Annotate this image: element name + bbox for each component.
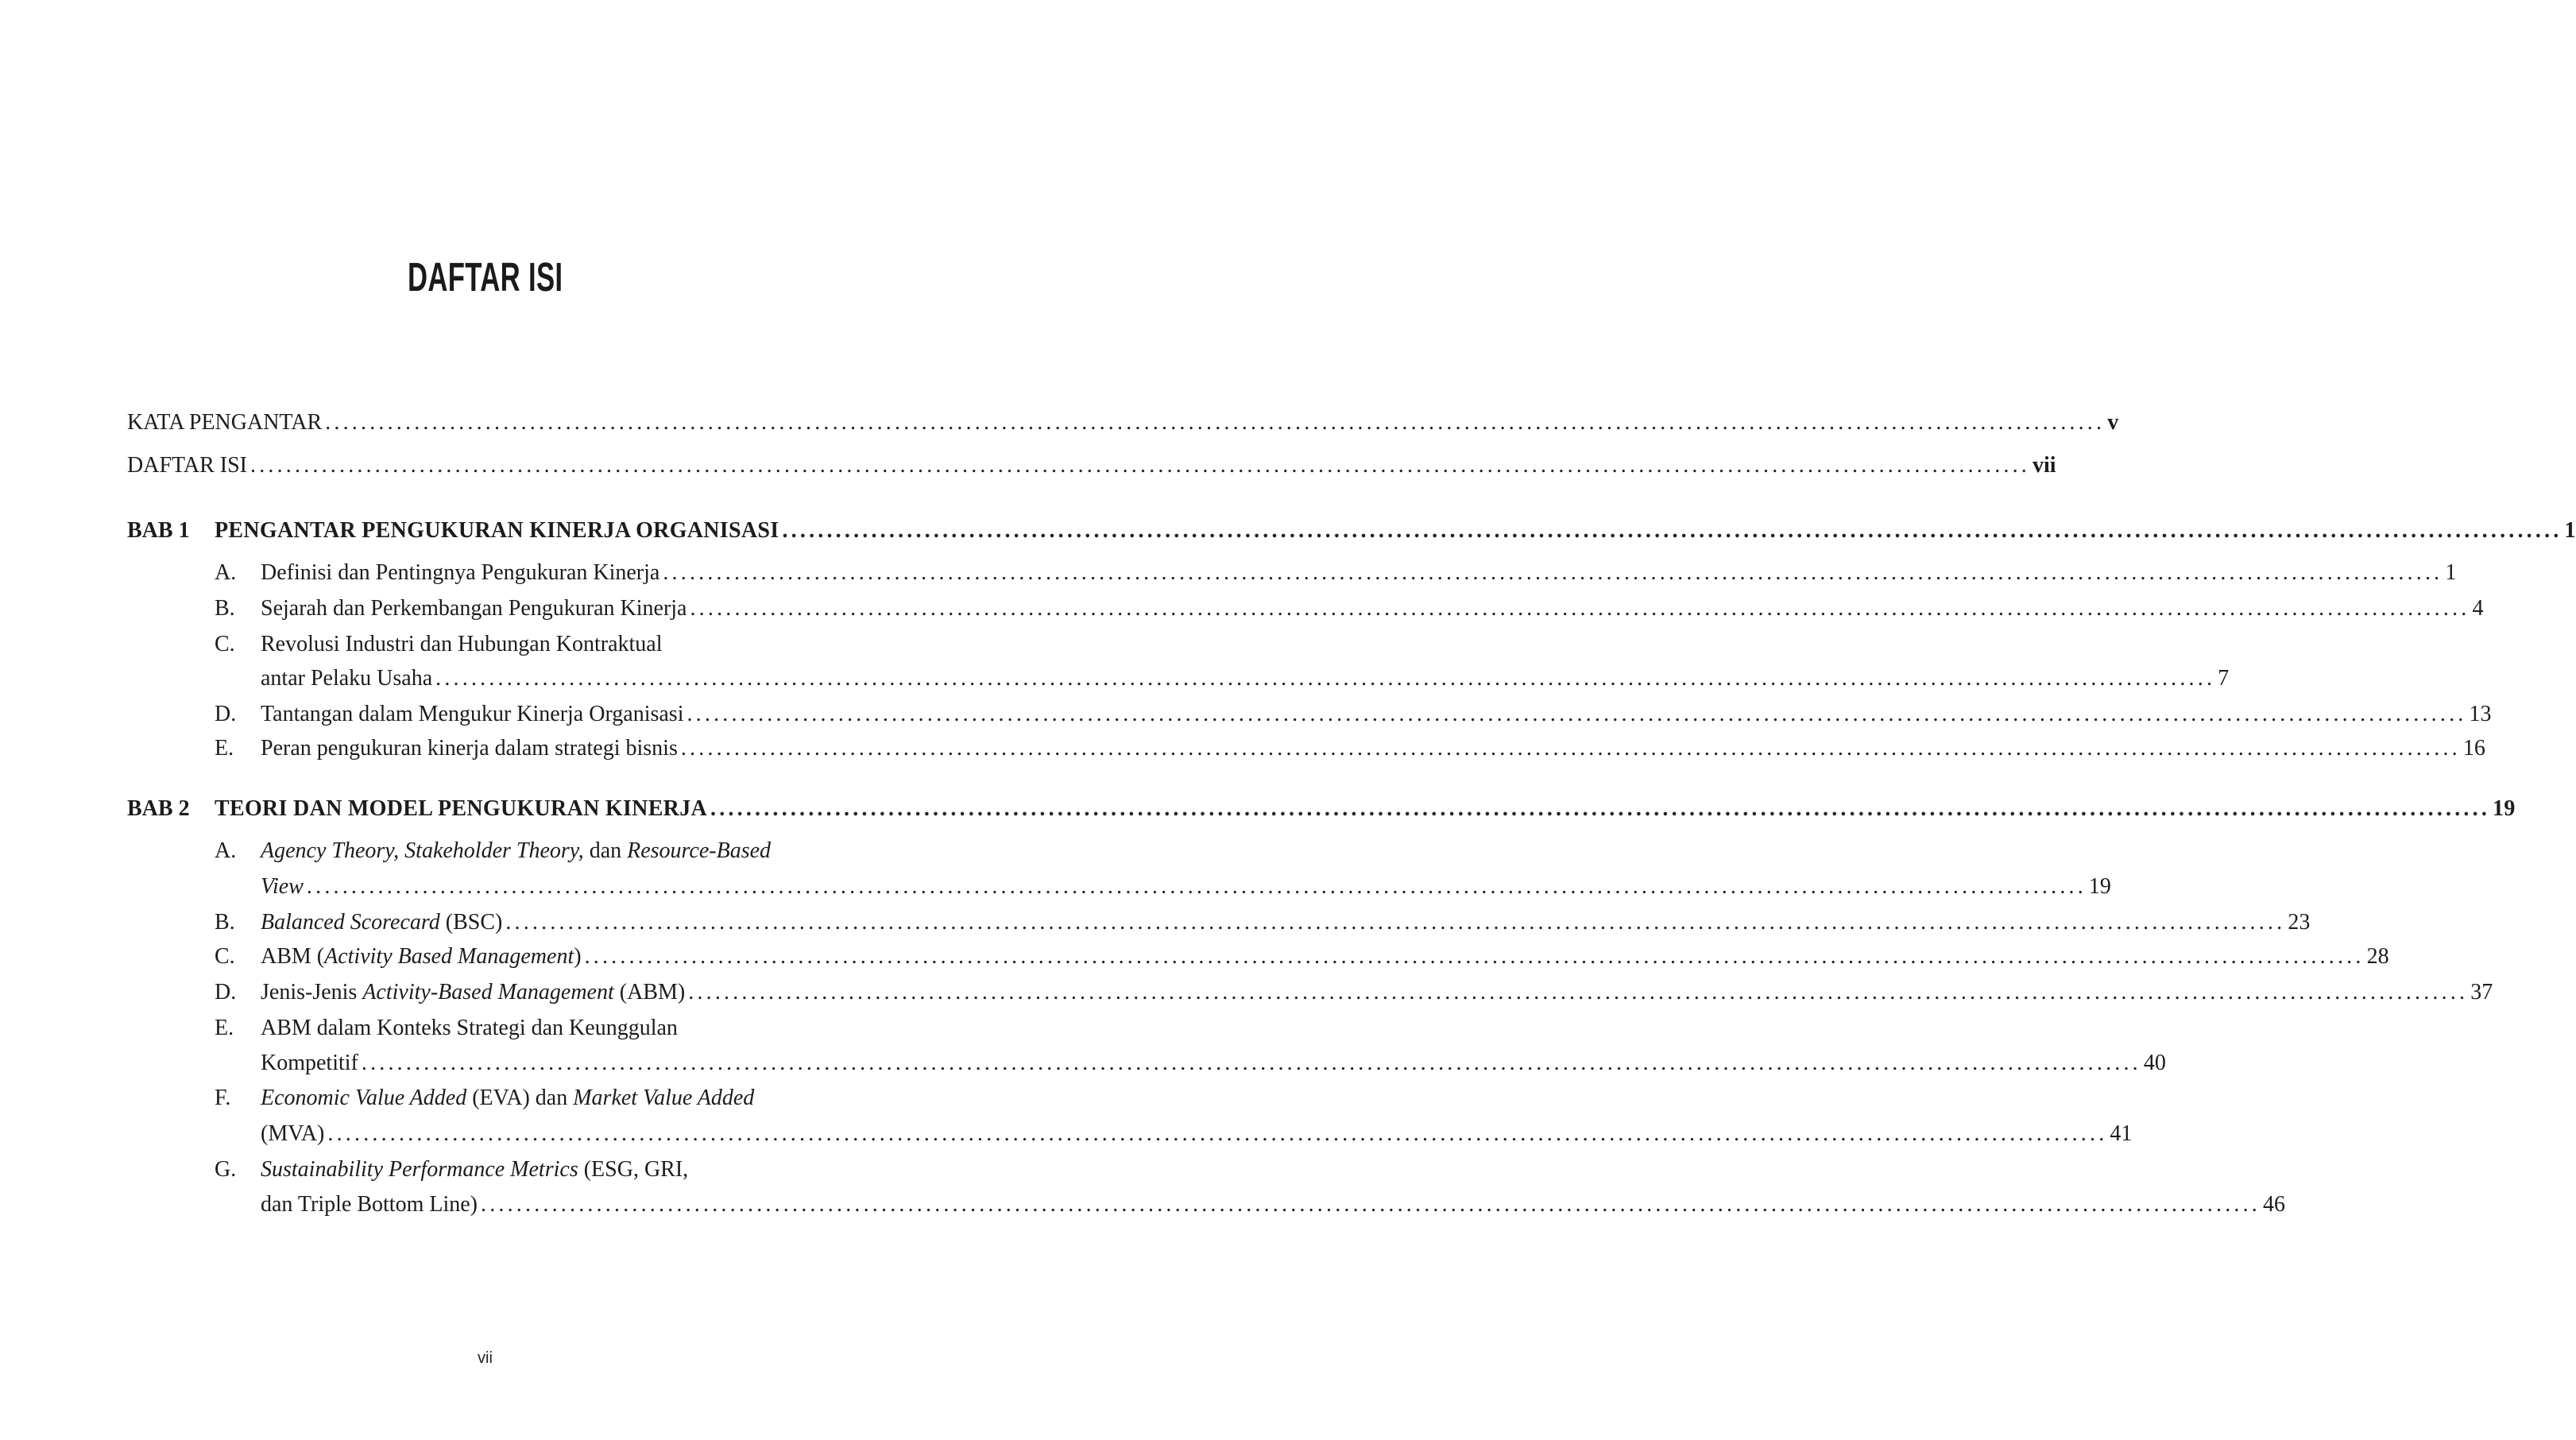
entry-title[interactable] <box>261 905 502 940</box>
dot-leader: ........................................................................................................................................................................................................ <box>505 910 2286 935</box>
entry-page-number[interactable]: v <box>2107 410 2119 435</box>
section-letter: B. <box>215 910 235 935</box>
italic-text: Activity Based Management <box>324 944 574 969</box>
entry-title[interactable] <box>261 1011 678 1046</box>
toc-section-entry[interactable] <box>261 591 2484 626</box>
entry-page-number[interactable]: 28 <box>2366 944 2389 969</box>
entry-title[interactable] <box>261 697 683 732</box>
entry-title[interactable] <box>261 731 678 766</box>
dot-leader: ........................................................................................................................................................................................................ <box>687 702 2467 726</box>
entry-title[interactable] <box>261 939 582 974</box>
dot-leader: ........................................................................................................................................................................................................ <box>325 410 2106 435</box>
entry-title[interactable] <box>127 405 322 440</box>
text-segment: (ESG, GRI, <box>578 1157 689 1182</box>
dot-leader: ........................................................................................................................................................................................................ <box>584 944 2365 969</box>
dot-leader: ........................................................................................................................................................................................................ <box>680 736 2461 761</box>
text-segment: (EVA) dan <box>466 1086 574 1110</box>
text-segment: dan Triple Bottom Line) <box>261 1192 478 1217</box>
entry-page-number[interactable]: 37 <box>2470 980 2493 1005</box>
italic-text: Sustainability Performance Metrics <box>261 1157 578 1182</box>
text-segment: Sejarah dan Perkembangan Pengukuran Kinerja <box>261 596 687 621</box>
page-number: vii <box>478 1349 493 1367</box>
toc-section-entry-line[interactable] <box>261 1081 754 1116</box>
toc-section-entry-line[interactable] <box>261 1011 678 1046</box>
italic-text: Activity-Based Management <box>362 980 614 1005</box>
entry-title[interactable] <box>261 1081 754 1116</box>
toc-section-entry[interactable] <box>261 905 2311 940</box>
entry-title[interactable] <box>261 1046 358 1081</box>
page-title <box>0 254 970 300</box>
text-segment: Kompetitif <box>261 1051 358 1075</box>
toc-section-entry[interactable] <box>261 1117 2133 1152</box>
toc-section-entry[interactable] <box>261 975 2493 1010</box>
text-segment: DAFTAR ISI <box>127 453 247 478</box>
entry-page-number[interactable]: 19 <box>2088 874 2111 899</box>
toc-section-entry[interactable] <box>261 731 2485 766</box>
entry-page-number[interactable]: 13 <box>2469 702 2492 726</box>
toc-section-entry-line[interactable] <box>261 1152 688 1187</box>
entry-title[interactable] <box>261 661 432 696</box>
text-segment: (BSC) <box>439 910 503 935</box>
dot-leader: ........................................................................................................................................................................................................ <box>481 1192 2261 1217</box>
entry-page-number[interactable]: 16 <box>2462 736 2485 761</box>
text-segment: ) <box>574 944 582 969</box>
section-letter: A. <box>215 560 237 585</box>
chapter-label: BAB 2 <box>127 796 190 821</box>
dot-leader: ........................................................................................................................................................................................................ <box>663 560 2443 585</box>
italic-text: Balanced Scorecard <box>261 910 440 935</box>
entry-title[interactable] <box>261 1152 688 1187</box>
text-segment: ABM dalam Konteks Strategi dan Keunggulan <box>261 1016 678 1040</box>
toc-chapter-title[interactable] <box>215 513 2576 548</box>
text-segment: (MVA) <box>261 1121 325 1146</box>
toc-section-entry[interactable] <box>261 1046 2166 1081</box>
entry-title[interactable] <box>261 1117 324 1152</box>
entry-page-number[interactable]: 41 <box>2110 1121 2133 1146</box>
section-letter: G. <box>215 1157 237 1182</box>
section-letter: D. <box>215 702 237 726</box>
dot-leader: ........................................................................................................................................................................................................ <box>782 518 2562 543</box>
entry-page-number[interactable]: 1 <box>2564 518 2576 543</box>
text-segment: ABM ( <box>261 944 325 969</box>
text-segment: Peran pengukuran kinerja dalam strategi bisnis <box>261 736 678 761</box>
text-segment: Jenis-Jenis <box>261 980 363 1005</box>
toc-section-entry[interactable] <box>261 661 2230 696</box>
dot-leader: ........................................................................................................................................................................................................ <box>688 980 2469 1005</box>
entry-page-number[interactable]: 19 <box>2493 796 2516 821</box>
text-segment: Revolusi Industri dan Hubungan Kontraktual <box>261 632 663 656</box>
dot-leader: ........................................................................................................................................................................................................ <box>250 453 2030 478</box>
entry-title[interactable] <box>261 627 662 662</box>
toc-section-entry-line[interactable] <box>261 627 662 662</box>
italic-text: Economic Value Added <box>261 1086 467 1110</box>
entry-title[interactable] <box>261 869 304 904</box>
italic-text: View <box>261 874 304 899</box>
section-letter: E. <box>215 1016 234 1040</box>
section-letter: C. <box>215 632 235 656</box>
entry-title[interactable] <box>261 1187 478 1222</box>
italic-text: Agency Theory, Stakeholder Theory, <box>261 838 584 863</box>
entry-title[interactable] <box>261 834 771 869</box>
text-segment: Tantangan dalam Mengukur Kinerja Organisasi <box>261 702 684 726</box>
toc-section-entry[interactable] <box>261 1187 2285 1222</box>
text-segment: dan <box>583 838 628 863</box>
dot-leader: ........................................................................................................................................................................................................ <box>306 874 2087 899</box>
entry-page-number[interactable]: 46 <box>2263 1192 2285 1217</box>
entry-title[interactable] <box>215 513 779 548</box>
entry-title[interactable] <box>261 975 685 1010</box>
section-letter: D. <box>215 980 237 1005</box>
page-title-text: DAFTAR ISI <box>407 254 563 300</box>
toc-section-entry[interactable] <box>261 697 2492 732</box>
entry-page-number[interactable]: 4 <box>2472 596 2484 621</box>
text-segment: TEORI DAN MODEL PENGUKURAN KINERJA <box>215 796 708 821</box>
entry-page-number[interactable]: 23 <box>2288 910 2311 935</box>
dot-leader: ........................................................................................................................................................................................................ <box>710 796 2491 821</box>
section-letter: B. <box>215 596 235 621</box>
entry-title[interactable] <box>127 448 247 483</box>
toc-section-entry[interactable] <box>261 555 2457 590</box>
section-letter: F. <box>215 1086 231 1110</box>
toc-entry-front-matter[interactable] <box>127 405 2119 440</box>
dot-leader: ........................................................................................................................................................................................................ <box>327 1121 2108 1146</box>
entry-title[interactable] <box>215 792 707 826</box>
toc-chapter-title[interactable] <box>215 792 2516 826</box>
chapter-label: BAB 1 <box>127 518 190 543</box>
section-letter: A. <box>215 838 237 863</box>
text-segment: (ABM) <box>613 980 686 1005</box>
entry-page-number[interactable]: vii <box>2033 453 2056 478</box>
text-segment: Definisi dan Pentingnya Pengukuran Kinerja <box>261 560 660 585</box>
entry-page-number[interactable]: 40 <box>2143 1051 2166 1075</box>
toc-section-entry[interactable] <box>261 869 2111 904</box>
toc-section-entry[interactable] <box>261 939 2389 974</box>
dot-leader: ........................................................................................................................................................................................................ <box>361 1051 2141 1075</box>
italic-text: Market Value Added <box>573 1086 755 1110</box>
section-letter: C. <box>215 944 235 969</box>
dot-leader: ........................................................................................................................................................................................................ <box>435 666 2216 691</box>
entry-page-number[interactable]: 1 <box>2445 560 2457 585</box>
text-segment: antar Pelaku Usaha <box>261 666 433 691</box>
text-segment: PENGANTAR PENGUKURAN KINERJA ORGANISASI <box>215 518 779 543</box>
entry-title[interactable] <box>261 591 687 626</box>
italic-text: Resource-Based <box>627 838 772 863</box>
toc-entry-front-matter[interactable] <box>127 448 2056 483</box>
text-segment: KATA PENGANTAR <box>127 410 323 435</box>
entry-title[interactable] <box>261 555 659 590</box>
dot-leader: ........................................................................................................................................................................................................ <box>690 596 2470 621</box>
entry-page-number[interactable]: 7 <box>2218 666 2230 691</box>
section-letter: E. <box>215 736 234 761</box>
toc-section-entry-line[interactable] <box>261 834 771 869</box>
